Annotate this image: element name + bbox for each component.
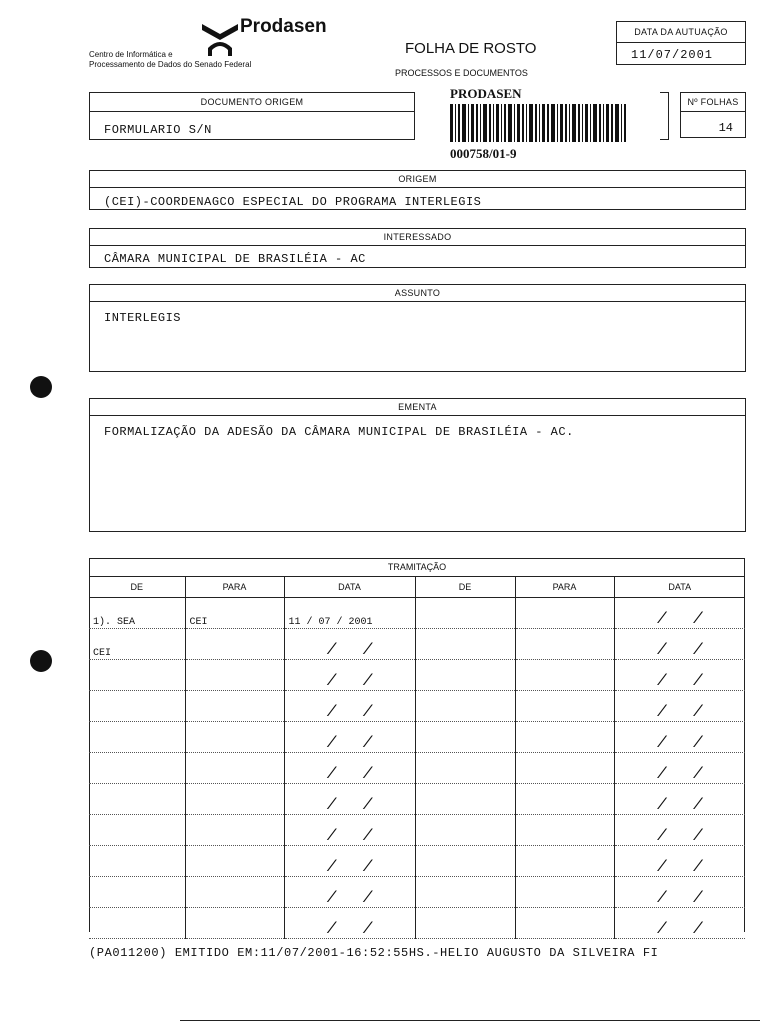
row-date-placeholder — [284, 629, 415, 660]
col-de-2: DE — [415, 577, 515, 598]
date-slash: / — [362, 734, 373, 752]
date-slash: / — [656, 920, 667, 938]
interessado-value: CÂMARA MUNICIPAL DE BRASILÉIA - AC — [104, 252, 366, 266]
row-cell-empty — [415, 598, 515, 629]
row-date-placeholder — [614, 753, 745, 784]
date-slash: / — [656, 703, 667, 721]
origem-value: (CEI)-COORDENAGCO ESPECIAL DO PROGRAMA INTERLEGIS — [104, 195, 482, 209]
date-slash: / — [326, 796, 337, 814]
date-slash: / — [656, 827, 667, 845]
date-slash: / — [326, 703, 337, 721]
ementa-box — [89, 398, 746, 532]
punch-hole-top — [30, 376, 52, 398]
row-cell-empty — [415, 660, 515, 691]
row-date-placeholder — [614, 598, 745, 629]
row-cell-empty — [515, 815, 614, 846]
origem-box — [89, 170, 746, 210]
date-slash: / — [362, 703, 373, 721]
row-cell-empty — [185, 784, 284, 815]
row-cell-empty — [185, 908, 284, 939]
table-row — [89, 815, 745, 846]
date-slash: / — [692, 920, 703, 938]
table-row — [89, 629, 745, 660]
autuacao-label: DATA DA AUTUAÇÃO — [617, 22, 745, 43]
date-slash: / — [692, 889, 703, 907]
barcode-brand: PRODASEN — [450, 86, 522, 101]
page-title: FOLHA DE ROSTO — [405, 40, 537, 57]
row-date-placeholder — [614, 815, 745, 846]
row-date-placeholder — [614, 629, 745, 660]
col-para-2: PARA — [515, 577, 614, 598]
row-cell-empty — [515, 629, 614, 660]
date-slash: / — [326, 765, 337, 783]
row-cell-empty — [89, 660, 185, 691]
row-date-placeholder — [614, 846, 745, 877]
row-cell-empty — [89, 815, 185, 846]
barcode-number: 000758/01-9 — [450, 146, 517, 161]
row-date-placeholder — [284, 660, 415, 691]
table-row — [89, 598, 745, 629]
row-date-placeholder — [284, 691, 415, 722]
row-date-placeholder — [284, 846, 415, 877]
date-slash: / — [326, 672, 337, 690]
punch-hole-bottom — [30, 650, 52, 672]
logo-subtitle — [89, 50, 251, 70]
autuacao-value: 11/07/2001 — [631, 48, 714, 62]
table-row — [89, 722, 745, 753]
date-slash: / — [326, 889, 337, 907]
assunto-value: INTERLEGIS — [104, 311, 182, 325]
row-cell-empty — [415, 877, 515, 908]
row-cell-empty — [185, 660, 284, 691]
date-slash: / — [326, 641, 337, 659]
ementa-label: EMENTA — [90, 399, 745, 416]
interessado-box — [89, 228, 746, 268]
date-slash: / — [692, 703, 703, 721]
row-cell-empty — [515, 722, 614, 753]
row-date-placeholder — [284, 815, 415, 846]
bottom-rule — [180, 1020, 760, 1021]
row-cell-empty — [515, 846, 614, 877]
row-cell-empty — [515, 753, 614, 784]
row-date-placeholder — [614, 660, 745, 691]
row-cell-empty — [415, 722, 515, 753]
date-slash: / — [656, 796, 667, 814]
date-slash: / — [692, 765, 703, 783]
row-cell-empty — [515, 598, 614, 629]
col-data-2: DATA — [614, 577, 745, 598]
documento-origem-value: FORMULARIO S/N — [104, 123, 212, 137]
row-cell-empty — [415, 846, 515, 877]
ementa-value: FORMALIZAÇÃO DA ADESÃO DA CÂMARA MUNICIPAL DE BRASILÉIA - AC. — [104, 425, 574, 439]
row-cell-empty — [89, 877, 185, 908]
folhas-label: Nº FOLHAS — [681, 93, 745, 112]
date-slash: / — [362, 641, 373, 659]
row-date-placeholder — [614, 722, 745, 753]
row-date-placeholder — [614, 908, 745, 939]
table-row — [89, 908, 745, 939]
date-slash: / — [326, 858, 337, 876]
row-cell-empty — [515, 691, 614, 722]
row-cell-empty — [415, 753, 515, 784]
date-slash: / — [362, 889, 373, 907]
page-subtitle: PROCESSOS E DOCUMENTOS — [395, 68, 528, 78]
date-slash: / — [656, 858, 667, 876]
col-de: DE — [89, 577, 185, 598]
row-de: CEI — [89, 629, 185, 660]
col-data: DATA — [284, 577, 415, 598]
table-row — [89, 753, 745, 784]
date-slash: / — [656, 672, 667, 690]
row-cell-empty — [515, 784, 614, 815]
row-cell-empty — [185, 753, 284, 784]
table-row — [89, 846, 745, 877]
logo-subtitle-line2: Processamento de Dados do Senado Federal — [89, 60, 252, 69]
barcode — [450, 104, 626, 142]
row-cell-empty — [415, 691, 515, 722]
autuacao-box — [616, 21, 746, 65]
col-para: PARA — [185, 577, 284, 598]
table-row — [89, 691, 745, 722]
row-cell-empty — [89, 753, 185, 784]
assunto-label: ASSUNTO — [90, 285, 745, 302]
row-cell-empty — [515, 660, 614, 691]
row-cell-empty — [185, 877, 284, 908]
row-cell-empty — [515, 908, 614, 939]
date-slash: / — [362, 765, 373, 783]
row-cell-empty — [515, 877, 614, 908]
date-slash: / — [326, 827, 337, 845]
date-slash: / — [362, 858, 373, 876]
date-slash: / — [692, 827, 703, 845]
table-row — [89, 784, 745, 815]
row-data: 11 / 07 / 2001 — [284, 598, 415, 629]
table-row — [89, 660, 745, 691]
origem-label: ORIGEM — [90, 171, 745, 188]
logo-subtitle-line1: Centro de Informática e — [89, 50, 173, 59]
row-para: CEI — [185, 598, 284, 629]
row-cell-empty — [415, 908, 515, 939]
row-date-placeholder — [284, 877, 415, 908]
row-date-placeholder — [284, 784, 415, 815]
date-slash: / — [692, 610, 703, 628]
row-cell-empty — [89, 784, 185, 815]
folhas-bracket — [660, 92, 669, 140]
row-date-placeholder — [614, 691, 745, 722]
row-cell-empty — [415, 629, 515, 660]
date-slash: / — [692, 672, 703, 690]
date-slash: / — [362, 672, 373, 690]
date-slash: / — [656, 641, 667, 659]
date-slash: / — [692, 734, 703, 752]
date-slash: / — [656, 610, 667, 628]
row-cell-empty — [89, 908, 185, 939]
date-slash: / — [326, 920, 337, 938]
tramitacao-label: TRAMITAÇÃO — [89, 558, 745, 577]
assunto-box — [89, 284, 746, 372]
row-para — [185, 629, 284, 660]
documento-origem-label: DOCUMENTO ORIGEM — [90, 93, 414, 112]
row-cell-empty — [185, 722, 284, 753]
row-cell-empty — [415, 815, 515, 846]
row-cell-empty — [185, 691, 284, 722]
row-cell-empty — [89, 722, 185, 753]
logo-name: Prodasen — [240, 16, 327, 37]
date-slash: / — [692, 858, 703, 876]
row-de: 1). SEA — [89, 598, 185, 629]
row-cell-empty — [415, 784, 515, 815]
folhas-value: 14 — [718, 121, 733, 135]
row-date-placeholder — [614, 877, 745, 908]
row-cell-empty — [89, 691, 185, 722]
date-slash: / — [362, 827, 373, 845]
row-date-placeholder — [284, 908, 415, 939]
table-row — [89, 877, 745, 908]
footer-emitido: (PA011200) EMITIDO EM:11/07/2001-16:52:55HS.-HELIO AUGUSTO DA SILVEIRA FI — [89, 946, 659, 960]
date-slash: / — [362, 920, 373, 938]
row-date-placeholder — [284, 753, 415, 784]
folhas-box — [680, 92, 746, 138]
date-slash: / — [656, 889, 667, 907]
documento-origem-box — [89, 92, 415, 140]
row-cell-empty — [185, 846, 284, 877]
interessado-label: INTERESSADO — [90, 229, 745, 246]
row-cell-empty — [185, 815, 284, 846]
row-date-placeholder — [284, 722, 415, 753]
tramitacao-table — [89, 558, 745, 939]
date-slash: / — [362, 796, 373, 814]
date-slash: / — [656, 765, 667, 783]
date-slash: / — [656, 734, 667, 752]
row-date-placeholder — [614, 784, 745, 815]
date-slash: / — [692, 641, 703, 659]
date-slash: / — [326, 734, 337, 752]
date-slash: / — [692, 796, 703, 814]
row-cell-empty — [89, 846, 185, 877]
